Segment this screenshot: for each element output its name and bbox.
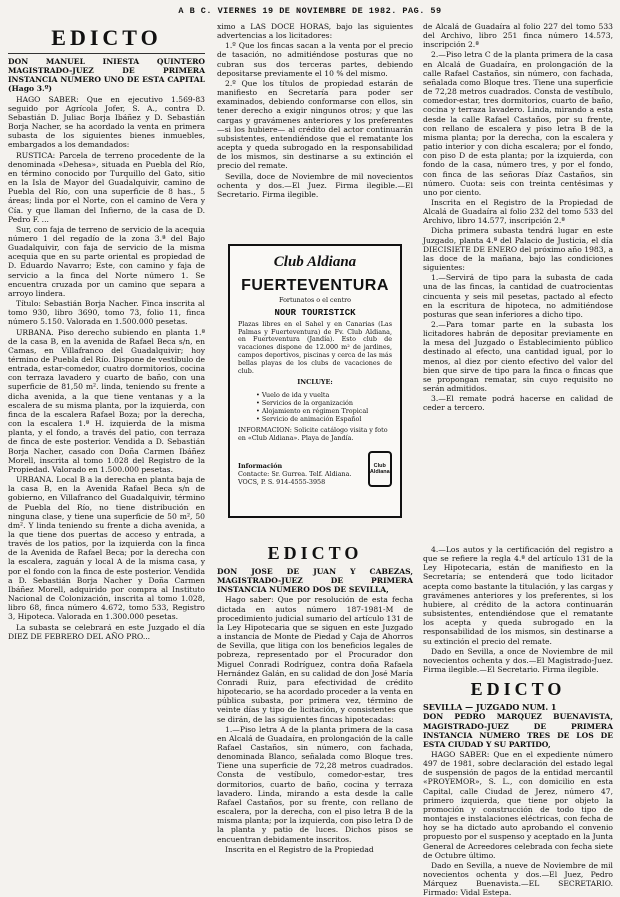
paragraph: 1.—Servirá de tipo para la subasta de cada una de las fincas, la cantidad de cuatrocientas cincuenta y seis mil pesetas, pactado al efecto en la escritura de hipoteca, no admitiéndose posturas que sean inferiores a dicho tipo. xyxy=(423,273,613,319)
paragraph: Título: Sebastián Borja Nacher. Finca inscrita al tomo 930, libro 3690, tomo 73, folio 11, finca número 5.150. Valorada en 1.500.000 pesetas. xyxy=(8,299,205,327)
paragraph: URBANA. Local B a la derecha en planta baja de la casa B, en la Avenida Rafael Beca s/n de gobierno, en Villafranco del Guadalquivir, término de Puebla del Río, no tiene distribución en ninguna clase, y tiene una superficie de 50 m², 50 dm². Y linda teniendo su frente a dicha avenida, a la que tiene dos puertas de acceso y entrada, a través de los patios, por la izquierda con la finca de la Avenida de Rafael Beca; por la derecha con la escalera, zaguán y local A de la misma casa, y por el fondo con la finca de este posterior. Vendida a D. Sebastián Borja Nacher y Doña Carmen Ibáñez Morell, adquirido por compra al Instituto Nacional de Colonización, inscrita al tomo 1.028, libro 68, finca número 4.672, tomo 533, Registro 3, Hipoteca. Valorada en 1.300.000 pesetas. xyxy=(8,475,205,622)
ad-brand: Club Aldiana xyxy=(273,254,357,270)
paragraph: 1.º Que los fincas sacan a la venta por el precio de tasación, no admitiéndose posturas que no cubran sus dos terceras partes, debiendo depositarse previamente el 10 % del mismo. xyxy=(217,41,413,78)
club-aldiana-logo: Club Aldiana xyxy=(368,451,392,487)
column-3-top xyxy=(423,22,613,542)
page-header: A B C. VIERNES 19 DE NOVIEMBRE DE 1982. PAG. 59 xyxy=(178,6,442,16)
paragraph: Dado en Sevilla, a once de Noviembre de mil novecientos ochenta y dos.—El Magistrado-Juez. Firma ilegible.—El Secretario. Firma ilegible. xyxy=(423,646,613,675)
paragraph: Inscrita en el Registro de la Propiedad de Alcalá de Guadaíra al folio 232 del tomo 533 del Archivo, libro 14.577, inscripción 2.ª xyxy=(423,197,613,226)
paragraph: 2.º Que los títulos de propiedad estarán de manifiesto en Secretaría para poder ser examinados, debiendo conformarse con ellos, sin tener derecho a exigir ningunos otros; y que las cargas y gravámenes anteriores y los preferentes —si los hubiere— al crédito del actor continuarán subsistentes, entendiéndose que el rematante los acepta y queda subrogado en la responsabilidad de los mismos, sin destinarse a su extinción el precio del remate. xyxy=(217,78,413,171)
ad-includes-list xyxy=(256,391,392,423)
ad-includes-label: INCLUYE: xyxy=(297,378,333,387)
paragraph: Sur, con faja de terreno de servicio de la acequia número 1 del regadío de la zona 3.ª del Bajo Guadalquivir, con faja de servicio de la misma acequia que en su parte oriental es propiedad de D. Eduardo Navarro; Este, con camino y faja de servicio a la finca del Norte número 1. Se encuentra cruzada por un camino que separa a arroyo lindera. xyxy=(8,224,205,298)
column-2-bottom xyxy=(217,538,413,854)
ad-headline: FUERTEVENTURA xyxy=(241,277,389,294)
list-item: • Alojamiento en régimen Tropical xyxy=(256,407,369,416)
paragraph: HAGO SABER: Que en el expediente número 497 de 1981, sobre declaración del estado legal de suspensión de pagos de la entidad mercantil «PROYEMOR», S. L., con domicilio en esta Capital, calle Ciudad de Jerez, número 47, primero izquierda, que tiene por objeto la promoción y construcción de todo tipo de montajes e instalaciones eléctricas, con fecha de hoy se ha dictado auto aprobando el convenio propuesto por el suspenso y aceptado en la Junta General de Acreedores celebrada con fecha siete de Octubre último. xyxy=(423,749,613,860)
ad-tour-name: NOUR TOURISTICK xyxy=(274,307,356,318)
ad-info: INFORMACION: Solicite catálogo visita y foto en «Club Aldiana». Playa de Jandía. xyxy=(238,426,388,442)
paragraph: Inscrita en el Registro de la Propiedad xyxy=(225,844,374,854)
paragraph: Dicha primera subasta tendrá lugar en este Juzgado, planta 4.ª del Palacio de Justicia, el día DIECISIETE DE ENERO del próximo año 1983, a las doce de la mañana, bajo las condiciones siguientes: xyxy=(423,226,613,273)
ad-description: Plazas libres en el Sahel y en Canarias (Las Palmas y Fuerteventura) de Fv. Club Aldiana, en Fuerteventura (Jandía). Esto club de vacaciones dispone de 12.000 m² de jardines, campos deportivos, piscinas y cerca de las más bellas playas de los clubs de vacaciones de club. xyxy=(238,319,392,375)
paragraph: Hago saber: Que por resolución de esta fecha dictada en autos número 187-1981-M de procedimiento judicial sumario del artículo 131 de la Ley Hipotecaria que se siguen en este Juzgado a instancia de Monte de Piedad y Caja de Ahorros de Sevilla, que litiga con los beneficios legales de pobreza, representado por el Procurador don Miguel Conradi Rodríguez, contra doña Rafaela Hernández Galán, en su calidad de don José María Conradi Ruiz, para efectividad de crédito hipotecario, se ha acordado proceder a la venta en pública subasta, por primera vez, término de veinte días y tipo de licitación, y consistentes que se dirán, de las siguientes fincas hipotecadas: xyxy=(217,595,413,724)
divider xyxy=(8,53,205,54)
paragraph: 2.—Para tomar parte en la subasta los licitadores habrán de depositar previamente en la mesa del Juzgado o Establecimiento público destinado al efecto, una cantidad igual, por lo menos, al diez por ciento efectivo del valor del bien que sirve de tipo para la finca o fincas que se propongan rematar, sin cuyo requisito no serán admitidos. xyxy=(423,320,613,394)
paragraph: 3.—El remate podrá hacerse en calidad de ceder a tercero. xyxy=(423,394,613,413)
column-1 xyxy=(8,22,205,812)
paragraph: HAGO SABER: Que en ejecutivo 1.569-83 seguido por Agrícola Jofer, S. A., contra D. Sebastián D. Juliac Borja Ibáñez y D. Sebastián Borja Nacher, se ha acordado la venta en primera subasta de los siguientes bienes inmuebles, embargados a los demandados: xyxy=(8,94,205,150)
edicto-title-2: EDICTO xyxy=(267,543,363,563)
ad-contact-text: Información Contacte: Sr. Gurrea. Telf. Aldiana. VOCS, P. S. 914-4555-3958 xyxy=(238,462,352,486)
paragraph: Dado en Sevilla, a nueve de Noviembre de mil novecientos ochenta y dos.—El Juez, Pedro Márquez Buenavista.—EL SECRETARIO. Firmado: Vidal Estepa. xyxy=(423,860,613,897)
edicto-title-3: EDICTO xyxy=(470,679,566,700)
paragraph: La subasta se celebrará en este Juzgado el día DIEZ DE FEBRERO DEL AÑO PRO... xyxy=(8,622,205,641)
advertisement-club-aldiana xyxy=(228,244,402,518)
list-item: • Servicio de animación Español xyxy=(256,415,362,424)
edicto-intro: DON JOSE DE JUAN Y CABEZAS, MAGISTRADO-JUEZ DE PRIMERA INSTANCIA NUMERO DOS DE SEVILLA, xyxy=(217,567,413,595)
edicto-title-1: EDICTO xyxy=(51,25,162,50)
paragraph: URBANA. Piso derecho subiendo en planta 1.ª de la casa B, en la avenida de Rafael Beca s/n, en Camas, en Villafranco del Guadalquivir; hoy término de Puebla del Río. Dispone de vestíbulo de entrada, estar-comedor, cuatro dormitorios, cocina con terraza lavadero y cuarto de baño, con una superficie de 81,50 m². linda, teniendo su frente a dicha avenida, a la que tiene ventanas y a la escalera de su misma planta, por la izquierda, con finca de la escalera Rafael Boza; por la derecha, con la escalera 1.ª H. izquierda de la misma planta, y el fondo, a través del patio, con terraza de finca de este posterior. Vendida a D. Sebastián Borja Nacher, casado con Doña Carmen Ibáñez Morell, inscrita al tomo 1.028 del Registro de la Propiedad. Valorado en 1.500.000 pesetas. xyxy=(8,327,205,474)
list-item: • Vuelo de ida y vuelta xyxy=(256,391,330,400)
paragraph: 1.—Piso letra A de la planta primera de la casa en Alcalá de Guadaíra, en prolongación de la calle Rafael Castaños, sin número, con fachada, denominada Blanco, señalada como Bloque tres. Tiene una superficie de 72,28 metros cuadrados. Consta de vestíbulo, comedor-estar, tres dormitorios, cuarto de baño, cocina y terraza lavadero. Linda, mirando a esta desde la calle Rafael Castaños, por su frente, con rellano de escalera, por la derecha, con el piso letra B de la misma planta; por la izquierda, con piso letra D de la planta y patio de luces. Dichos pisos se encuentran debidamente inscritos. xyxy=(217,724,413,844)
paragraph: RUSTICA: Parcela de terreno procedente de la denominada «Dehesa», situada en Puebla del Río, en término conocido por Turquillo del Gato, sitio en la Isla de Mayor del Guadalquivir, camino de Puebla del Río, con una superficie de 8 has., 5 áreas; linda por el Norte, con el camino de Vera y Cía. y que llaman del Infierno, de la casa de D. Pedro F. ... xyxy=(8,150,205,224)
ad-subline: Fortunatos o el centro xyxy=(278,296,351,304)
edicto-intro: DON MANUEL INIESTA QUINTERO MAGISTRADO-JUEZ DE PRIMERA INSTANCIA NUMERO UNO DE ESTA CAPITAL (Hago 3.º) xyxy=(8,57,205,94)
court-heading: SEVILLA — JUZGADO NUM. 1 xyxy=(423,702,557,713)
column-2-top xyxy=(217,22,413,250)
paragraph: Sevilla, doce de Noviembre de mil novecientos ochenta y dos.—El Juez. Firma ilegible.—El Secretario. Firma ilegible. xyxy=(217,171,413,199)
ad-contact-block xyxy=(238,451,392,487)
paragraph: 2.—Piso letra C de la planta primera de la casa en Alcalá de Guadaíra, en prolongación de la calle Rafael Castaños, sin número, con fachada, señalada como Bloque tres. Tiene una superficie de 72,28 metros cuadrados. Consta de vestíbulo, comedor-estar, tres dormitorios, cuarto de baño, cocina y terraza lavadero. Linda, mirando a esta desde la calle Rafael Castaños, por su frente, con rellano de escalera y piso letra B de la misma planta; por la derecha, con la escalera y patio interior y con dicha escalera; por el fondo, con piso D de esta planta; por la izquierda, con fondo de la casa, número tres, y por el fondo, con finca de las señoras Díaz Castaños, sin número. Cuota: seis con treinta centésimas y uno por ciento. xyxy=(423,50,613,197)
paragraph: de Alcalá de Guadaíra al folio 227 del tomo 533 del Archivo, libro 251 finca número 14.573, inscripción 2.ª xyxy=(423,22,613,50)
list-item: • Servicios de la organización xyxy=(256,399,353,408)
paragraph: ximo a LAS DOCE HORAS, bajo las siguientes advertencias a los licitadores: xyxy=(217,22,413,41)
edicto-intro: DON PEDRO MARQUEZ BUENAVISTA, MAGISTRADO-JUEZ DE PRIMERA INSTANCIA NUMERO TRES DE LOS DE ESTA CIUDAD Y SU PARTIDO, xyxy=(423,712,613,749)
column-3-bottom xyxy=(423,545,613,897)
paragraph: 4.—Los autos y la certificación del registro a que se refiere la regla 4.ª del artículo 131 de la Ley Hipotecaria, están de manifiesto en la Secretaría; se entenderá que todo licitador acepta como bastante la titulación, y las cargas y gravámenes anteriores y los preferentes, si los hubiere, al crédito de la actora continuarán subsistentes, entendiéndose que el rematante los acepta y queda subrogado en la responsabilidad de los mismos, sin destinarse a su extinción el precio del remate. xyxy=(423,545,613,646)
